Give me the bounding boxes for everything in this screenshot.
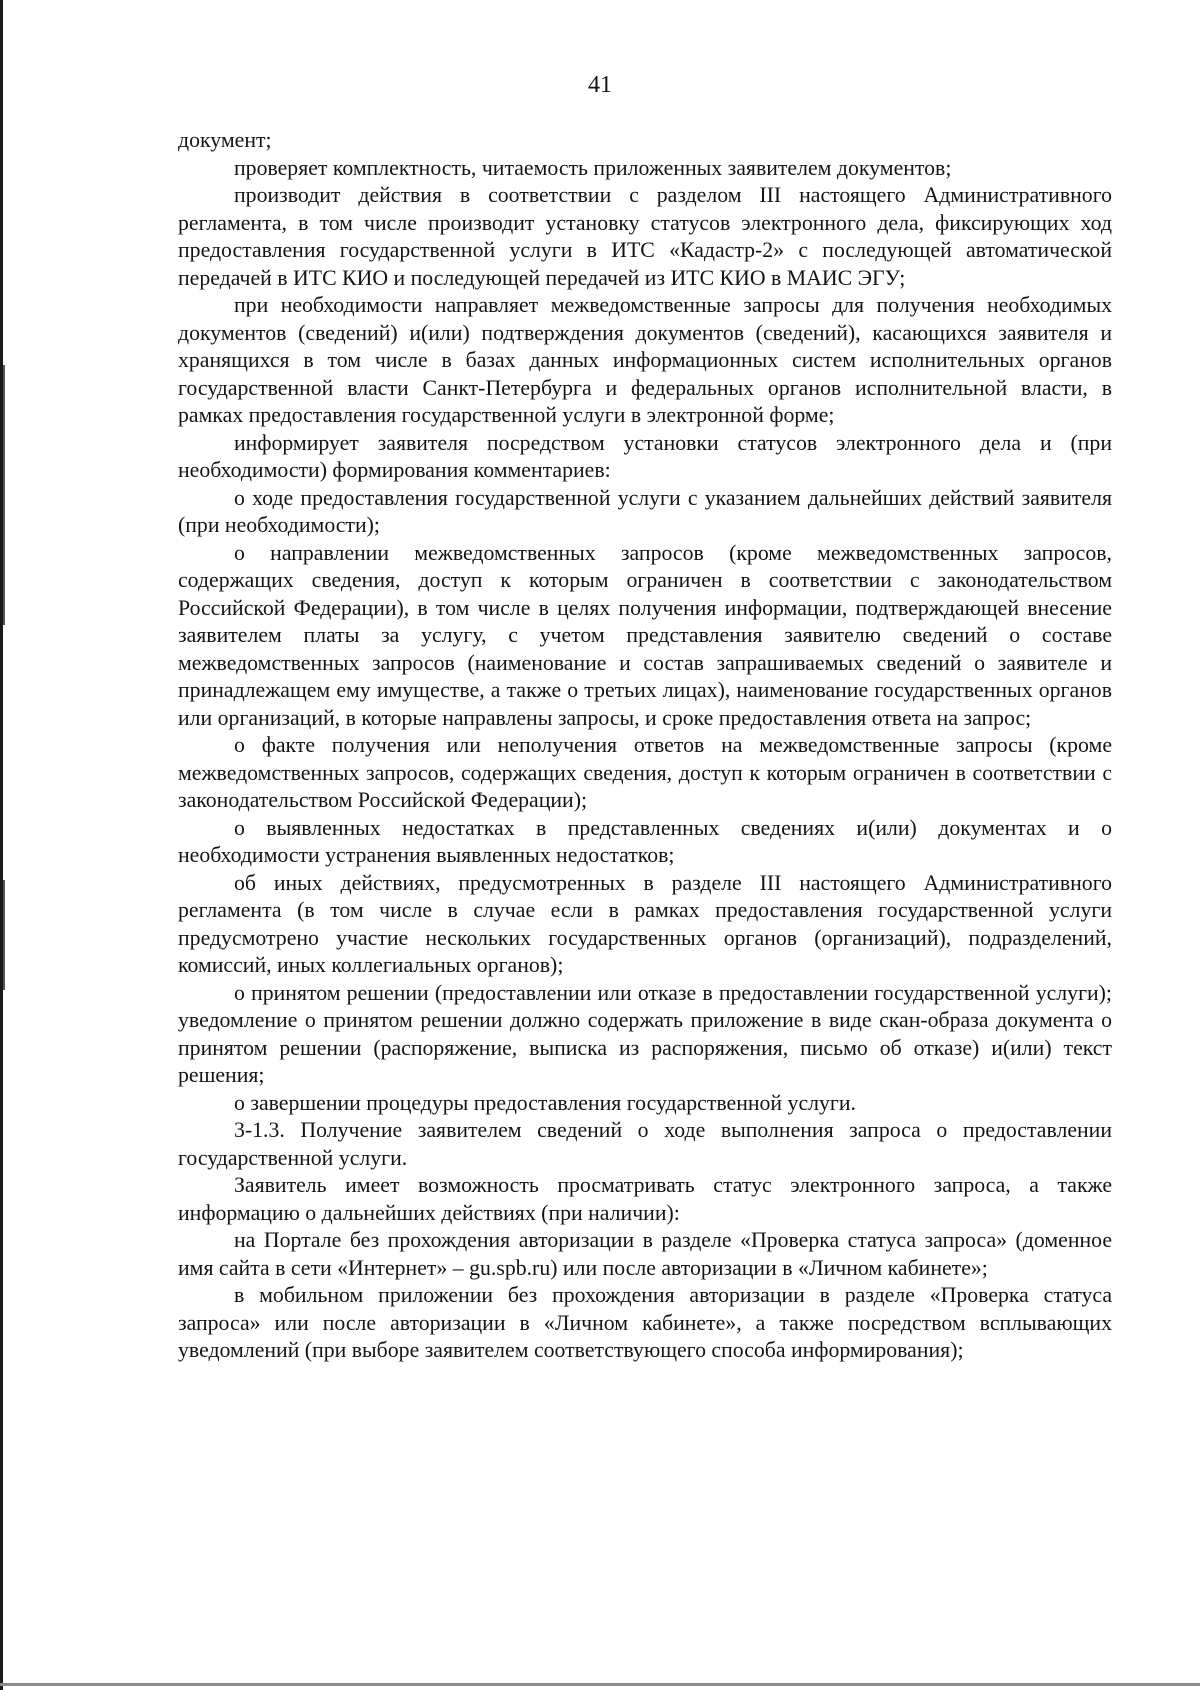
document-body (178, 127, 1112, 1365)
paragraph: о завершении процедуры предоставления государственной услуги. (234, 1090, 856, 1115)
paragraph: информирует заявителя посредством установки статусов электронного дела и (при необходимости) формирования комментариев: (178, 430, 1112, 482)
paragraph: о направлении межведомственных запросов (кроме межведомственных запросов, содержащих сведения, доступ к которым ограничен в соответствии с законодательством Российской Федерации), в том числе в целях получения информации, подтверждающей внесение заявителем платы за услугу, с учетом представления заявителю сведений о составе межведомственных запросов (наименование и состав запрашиваемых сведений о заявителе и принадлежащем ему имуществе, а также о третьих лицах), наименование государственных органов или организаций, в которые направлены запросы, и сроке предоставления ответа на запрос; (178, 540, 1112, 730)
scan-bottom-edge (0, 1683, 1200, 1686)
paragraph: при необходимости направляет межведомственные запросы для получения необходимых документов (сведений) и(или) подтверждения документов (сведений), касающихся заявителя и хранящихся в том числе в базах данных информационных систем исполнительных органов государственной власти Санкт-Петербурга и федеральных органов исполнительной власти, в рамках предоставления государственной услуги в электронной форме; (178, 293, 1112, 427)
paragraph: Заявитель имеет возможность просматривать статус электронного запроса, а также информацию о дальнейших действиях (при наличии): (178, 1173, 1112, 1225)
paragraph: о выявленных недостатках в представленных сведениях и(или) документах и о необходимости устранения выявленных недостатков; (178, 815, 1112, 867)
paragraph: о факте получения или неполучения ответов на межведомственные запросы (кроме межведомственных запросов, содержащих сведения, доступ к которым ограничен в соответствии с законодательством Российской Федерации); (178, 733, 1112, 812)
scan-artifact-marks (3, 880, 5, 990)
paragraph: проверяет комплектность, читаемость приложенных заявителем документов; (234, 155, 952, 180)
paragraph: 3-1.3. Получение заявителем сведений о ходе выполнения запроса о предоставлении государственной услуги. (178, 1118, 1112, 1170)
paragraph: в мобильном приложении без прохождения авторизации в разделе «Проверка статуса запроса» или после авторизации в «Личном кабинете», а также посредством всплывающих уведомлений (при выборе заявителем соответствующего способа информирования); (178, 1283, 1112, 1362)
paragraph: об иных действиях, предусмотренных в разделе III настоящего Административного регламента (в том числе в случае если в рамках предоставления государственной услуги предусмотрено участие нескольких государственных органов (организаций), подразделений, комиссий, иных коллегиальных органов); (178, 870, 1112, 977)
paragraph: о принятом решении (предоставлении или отказе в предоставлении государственной услуги); уведомление о принятом решении должно содержать приложение в виде скан-образа документа о принятом решении (распоряжение, выписка из распоряжения, письмо об отказе) и(или) текст решения; (178, 980, 1112, 1087)
paragraph: производит действия в соответствии с разделом III настоящего Административного регламента, в том числе производит установку статусов электронного дела, фиксирующих ход предоставления государственной услуги в ИТС «Кадастр-2» с последующей автоматической передачей в ИТС КИО и последующей передачей из ИТС КИО в МАИС ЭГУ; (178, 183, 1112, 290)
scan-artifact-marks (3, 365, 5, 625)
scan-left-edge (0, 0, 3, 1690)
paragraph: на Портале без прохождения авторизации в разделе «Проверка статуса запроса» (доменное имя сайта в сети «Интернет» – gu.spb.ru) или после авторизации в «Личном кабинете»; (178, 1228, 1112, 1280)
page-number: 41 (588, 72, 612, 98)
paragraph: документ; (178, 128, 272, 152)
paragraph: о ходе предоставления государственной услуги с указанием дальнейших действий заявителя (при необходимости); (178, 485, 1112, 537)
